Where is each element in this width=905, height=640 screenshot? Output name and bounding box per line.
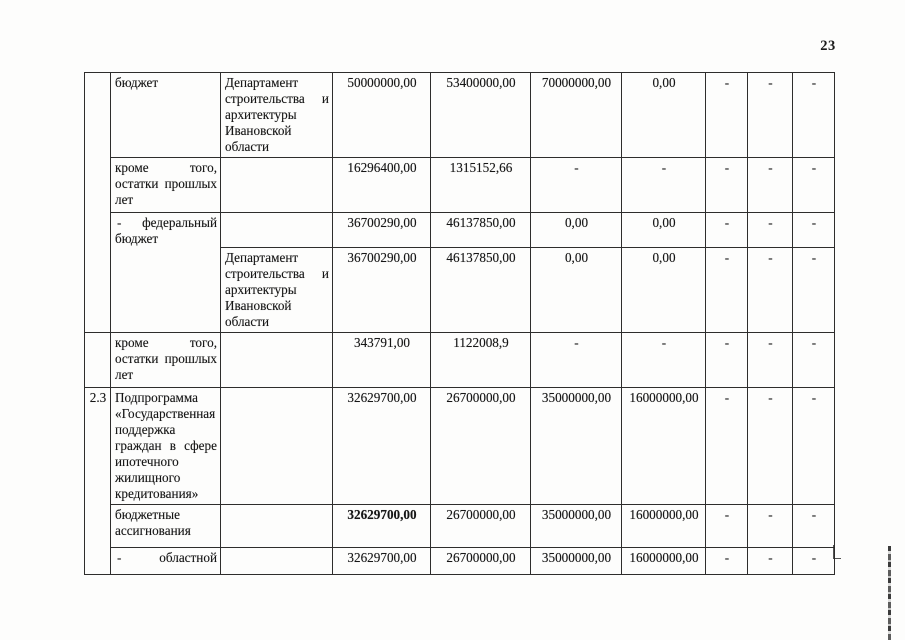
indicator-cell: бюджетные ассигнования — [111, 505, 221, 548]
indicator-line — [115, 550, 217, 566]
dash-cell: - — [748, 158, 793, 213]
table-row — [85, 505, 835, 548]
value-cell: 0,00 — [622, 248, 706, 333]
table-row — [85, 388, 835, 505]
dash-cell: - — [706, 73, 748, 158]
dash-cell: - — [706, 548, 748, 575]
indicator-cell: Подпрограмма «Государственная поддержка граждан в сфере ипотечного жилищного кредитования» — [111, 388, 221, 505]
table-row — [85, 73, 835, 158]
indicator-cell: бюджет — [111, 73, 221, 158]
indicator-cell: кроме того, остатки прошлых лет — [111, 333, 221, 388]
department-cell: Департамент строительства и архитектуры Ивановской области — [221, 248, 333, 333]
value-cell: 26700000,00 — [431, 505, 531, 548]
value-cell: 35000000,00 — [531, 548, 622, 575]
indicator-cell — [111, 548, 221, 575]
dash-cell: - — [622, 333, 706, 388]
row-number-cell — [85, 333, 111, 388]
value-cell: 53400000,00 — [431, 73, 531, 158]
department-cell — [221, 505, 333, 548]
dash-label: - — [117, 550, 122, 565]
row-number-cell: 2.3 — [85, 388, 111, 575]
value-cell: 343791,00 — [333, 333, 431, 388]
department-cell — [221, 548, 333, 575]
value-cell: 16000000,00 — [622, 388, 706, 505]
dash-cell: - — [622, 158, 706, 213]
value-cell: 50000000,00 — [333, 73, 431, 158]
table-row — [85, 213, 835, 248]
dash-cell: - — [706, 388, 748, 505]
value-cell: 16000000,00 — [622, 548, 706, 575]
value-cell: 32629700,00 — [333, 388, 431, 505]
dash-cell: - — [748, 333, 793, 388]
value-cell: 26700000,00 — [431, 548, 531, 575]
indicator-cell: кроме того, остатки прошлых лет — [111, 158, 221, 213]
indicator-label: бюджет — [115, 231, 159, 246]
table-row — [85, 158, 835, 213]
budget-table — [84, 72, 835, 575]
dash-cell: - — [793, 213, 835, 248]
dash-cell: - — [793, 73, 835, 158]
indicator-line — [115, 215, 217, 231]
indicator-label: федеральный — [142, 215, 217, 230]
dash-label: - — [117, 215, 122, 230]
row-number-cell — [85, 73, 111, 333]
dash-cell: - — [531, 158, 622, 213]
value-cell: 36700290,00 — [333, 213, 431, 248]
value-cell: 0,00 — [531, 248, 622, 333]
dash-cell: - — [531, 333, 622, 388]
dash-cell: - — [793, 158, 835, 213]
dash-cell: - — [748, 548, 793, 575]
scan-artifact — [833, 545, 841, 559]
department-cell — [221, 213, 333, 248]
dash-cell: - — [748, 248, 793, 333]
department-cell — [221, 158, 333, 213]
table-row — [85, 333, 835, 388]
value-cell: 0,00 — [622, 213, 706, 248]
value-cell: 32629700,00 — [333, 548, 431, 575]
page-number: 23 — [820, 38, 836, 54]
dash-cell: - — [793, 333, 835, 388]
dash-cell: - — [748, 505, 793, 548]
indicator-label: областной — [159, 550, 217, 565]
indicator-cell — [111, 213, 221, 333]
value-cell: 35000000,00 — [531, 388, 622, 505]
value-cell: 46137850,00 — [431, 248, 531, 333]
dash-cell: - — [793, 388, 835, 505]
value-cell: 36700290,00 — [333, 248, 431, 333]
value-cell: 16000000,00 — [622, 505, 706, 548]
value-cell: 26700000,00 — [431, 388, 531, 505]
department-cell: Департамент строительства и архитектуры Ивановской области — [221, 73, 333, 158]
dash-cell: - — [748, 73, 793, 158]
value-cell: 46137850,00 — [431, 213, 531, 248]
dash-cell: - — [706, 333, 748, 388]
value-cell: 1315152,66 — [431, 158, 531, 213]
value-cell: 0,00 — [531, 213, 622, 248]
dash-cell: - — [748, 388, 793, 505]
dash-cell: - — [793, 548, 835, 575]
scan-artifact — [888, 546, 891, 640]
dash-cell: - — [706, 248, 748, 333]
dash-cell: - — [706, 158, 748, 213]
dash-cell: - — [706, 505, 748, 548]
dash-cell: - — [706, 213, 748, 248]
table-row — [85, 548, 835, 575]
value-cell: 0,00 — [622, 73, 706, 158]
department-cell — [221, 333, 333, 388]
dash-cell: - — [793, 505, 835, 548]
dash-cell: - — [748, 213, 793, 248]
value-cell: 32629700,00 — [333, 505, 431, 548]
value-cell: 16296400,00 — [333, 158, 431, 213]
value-cell: 70000000,00 — [531, 73, 622, 158]
value-cell: 1122008,9 — [431, 333, 531, 388]
dash-cell: - — [793, 248, 835, 333]
value-cell: 35000000,00 — [531, 505, 622, 548]
department-cell — [221, 388, 333, 505]
